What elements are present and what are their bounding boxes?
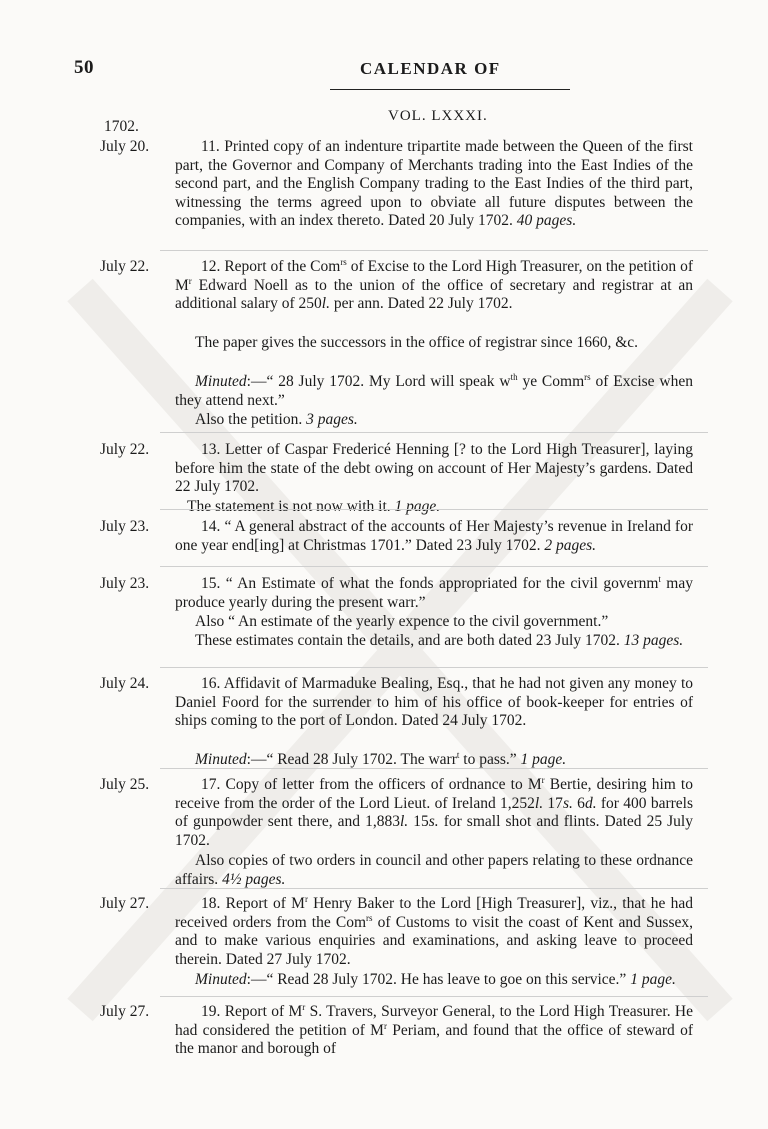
entry-divider (160, 667, 708, 668)
entry-divider (160, 432, 708, 433)
minuted-note: Minuted:—“ 28 July 1702. My Lord will speak $w^{th}$ ye Comm$^{rs}$ of Excise when they attend next.” (175, 372, 693, 409)
page-count: 13 pages. (623, 632, 684, 649)
volume-heading (388, 108, 488, 125)
page-count: 3 pages. (306, 411, 358, 428)
entry-date: July 22. (100, 441, 150, 458)
entry-paragraph: 17. Copy of letter from the officers of ordnance to $M^r$ Bertie, desiring him to receive from the order of the Lord Lieut. of Ireland 1,252l. 17s. 6d. for 400 barrels of gunpowder sent there, and 1,883l. 15s. for small shot and flints. Dated 25 July 1702. (175, 775, 694, 849)
entry-paragraph: Also “ An estimate of the yearly expence to the civil government.” (195, 613, 609, 630)
page-count: 2 pages. (544, 536, 597, 554)
page-count: 1 page. (520, 751, 567, 768)
entry-date: July 23. (100, 518, 150, 535)
entry-divider (160, 996, 708, 997)
entry-date: July 20. (100, 138, 150, 155)
entry-paragraph: 12. Report of the Com$^{rs}$ of Excise to the Lord High Treasurer, on the petition of $M^r$ Edward Noell as to the union of the office of secretary and registrar at an additional salary of 250l. per ann. Dated 22 July 1702. (175, 257, 693, 313)
entry-paragraph: The statement is not now with it. 1 page. (187, 498, 441, 515)
entry-paragraph: Also the petition. 3 pages. (195, 411, 358, 428)
entry-date: July 24. (100, 675, 150, 692)
minuted-note: Minuted:—“ Read 28 July 1702. The warr$^t$ to pass.” 1 page. (195, 750, 567, 768)
entry-paragraph: 18. Report of $M^r$ Henry Baker to the Lord [High Treasurer], viz., that he had received orders from the Com$^{rs}$ of Customs to visit the coast of Kent and Sussex, and to make various enquiries and examinations, and asking leave to proceed therein. Dated 27 July 1702. (175, 894, 693, 968)
year-label: 1702. (104, 118, 139, 135)
header-rule (330, 89, 570, 90)
entry-paragraph: 19. Report of $M^r$ S. Travers, Surveyor General, to the Lord High Treasurer. He had considered the petition of $M^r$ Periam, and found that the office of steward of the manor and borough of (175, 1002, 693, 1058)
entry-paragraph: 15. “ An Estimate of what the fonds appropriated for the civil governm$^t$ may produce yearly during the present warr.” (175, 574, 693, 611)
page-count: 40 pages. (516, 212, 577, 230)
entry-divider (160, 250, 708, 251)
page-count: 1 page. (394, 498, 441, 515)
entry-paragraph: 14. “ A general abstract of the accounts of Her Majesty’s revenue in Ireland for one year end[ing] at Christmas 1701.” Dated 23 July 1702. 2 pages. (175, 518, 693, 554)
entry-paragraph: These estimates contain the details, and are both dated 23 July 1702. 13 pages. (195, 632, 684, 649)
running-title: CALENDAR OF (360, 59, 501, 78)
entry-paragraph: 11. Printed copy of an indenture tripartite made between the Queen of the first part, the Governor and Company of Merchants trading into the East Indies of the second part, and the English Company trading to the East Indies of the third part, witnessing the terms agreed upon to obviate all future disputes between the companies, with an index thereto. Dated 20 July 1702. 40 pages. (175, 138, 693, 230)
entry-divider (160, 888, 708, 889)
entry-divider (160, 768, 708, 769)
entry-date: July 25. (100, 776, 150, 793)
entry-date: July 27. (100, 895, 150, 912)
page-number: 50 (74, 57, 94, 78)
entry-date: July 27. (100, 1003, 150, 1020)
entry-divider (160, 566, 708, 567)
entry-paragraph: Also copies of two orders in council and other papers relating to these ordnance affairs. 4½ pages. (175, 852, 693, 888)
page-count: 1 page. (630, 971, 676, 988)
entry-paragraph: 13. Letter of Caspar Fredericé Henning [? to the Lord High Treasurer], laying before him the state of the debt owing on account of Her Majesty’s gardens. Dated 22 July 1702. (175, 441, 693, 496)
volume-initial: V (388, 108, 400, 124)
entry-paragraph: 16. Affidavit of Marmaduke Bealing, Esq., that he had not given any money to Daniel Foord for the surrender to him of his office of book-keeper for entries of ships coming to the port of London. Dated 24 July 1702. (175, 675, 693, 730)
entry-paragraph: The paper gives the successors in the office of registrar since 1660, &c. (195, 334, 639, 351)
minuted-note: Minuted:—“ Read 28 July 1702. He has leave to goe on this service.” 1 page. (195, 971, 676, 988)
entry-date: July 22. (100, 258, 150, 275)
page-count: 4½ pages. (222, 870, 286, 888)
volume-rest: OL. LXXXI. (399, 108, 488, 124)
entry-date: July 23. (100, 575, 150, 592)
entry-divider (160, 509, 708, 510)
